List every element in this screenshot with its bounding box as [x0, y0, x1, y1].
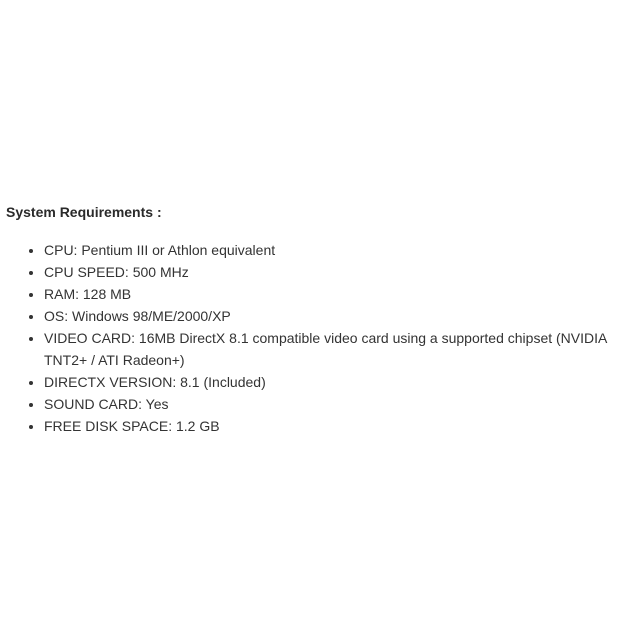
requirement-directx-version: • DIRECTX VERSION: 8.1 (Included)	[44, 371, 631, 393]
requirement-sound-card: • SOUND CARD: Yes	[44, 393, 631, 415]
requirement-free-disk-space: • FREE DISK SPACE: 1.2 GB	[44, 415, 631, 437]
requirement-os: • OS: Windows 98/ME/2000/XP	[44, 305, 631, 327]
system-requirements-section	[6, 203, 631, 437]
requirement-ram: • RAM: 128 MB	[44, 283, 631, 305]
section-heading: System Requirements :	[6, 204, 162, 220]
requirement-cpu: • CPU: Pentium III or Athlon equivalent	[44, 239, 631, 261]
requirement-cpu-speed: • CPU SPEED: 500 MHz	[44, 261, 631, 283]
requirement-video-card: • VIDEO CARD: 16MB DirectX 8.1 compatible video card using a supported chipset (NVIDIA TNT2+ / ATI Radeon+)	[44, 327, 631, 371]
requirements-list	[6, 239, 631, 437]
